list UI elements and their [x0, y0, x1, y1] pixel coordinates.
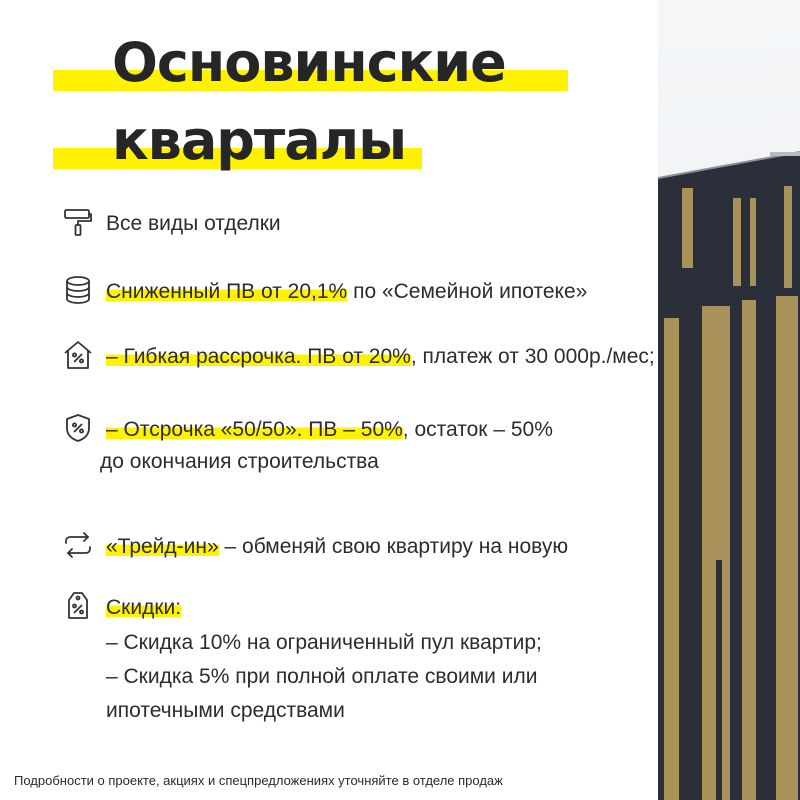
feature-deferral	[62, 414, 553, 478]
building-photo	[658, 0, 800, 800]
feature-text: Все виды отделки	[106, 212, 281, 235]
feature-highlight: – Отсрочка «50/50». ПВ – 50%	[106, 418, 403, 441]
feature-text: , платеж от 30 000р./мес;	[410, 345, 655, 368]
shield-percent-icon	[62, 412, 94, 444]
discount-list	[106, 626, 542, 728]
paint-roller-icon	[62, 206, 94, 238]
list-item: – Скидка 5% при полной оплате своими или	[106, 665, 538, 688]
feature-text: – обменяй свою квартиру на новую	[218, 535, 569, 558]
page-title-line-1: Основинские	[112, 31, 506, 94]
feature-discounts	[62, 592, 181, 624]
price-tag-percent-icon	[62, 590, 94, 622]
feature-highlight: «Трейд-ин»	[106, 535, 219, 558]
list-item: ипотечными средствами	[106, 699, 345, 722]
feature-family-mortgage	[62, 276, 587, 308]
feature-highlight: Сниженный ПВ от 20,1%	[106, 280, 348, 303]
feature-highlight: – Гибкая рассрочка. ПВ от 20%	[106, 345, 411, 368]
feature-text-line-2: до окончания строительства	[100, 450, 379, 473]
feature-installment	[62, 341, 655, 373]
house-percent-icon	[62, 339, 94, 371]
footer-note: Подробности о проекте, акциях и спецпредложениях уточняйте в отделе продаж	[14, 773, 503, 788]
feature-trade-in	[62, 531, 568, 563]
feature-highlight: Скидки:	[106, 596, 182, 619]
feature-text: по «Семейной ипотеке»	[347, 280, 588, 303]
feature-text: , остаток – 50%	[402, 418, 553, 441]
feature-finishing	[62, 208, 281, 240]
list-item: – Скидка 10% на ограниченный пул квартир;	[106, 631, 542, 654]
page-title-line-2: кварталы	[112, 109, 407, 172]
exchange-arrows-icon	[62, 529, 94, 561]
database-stack-icon	[62, 274, 94, 306]
